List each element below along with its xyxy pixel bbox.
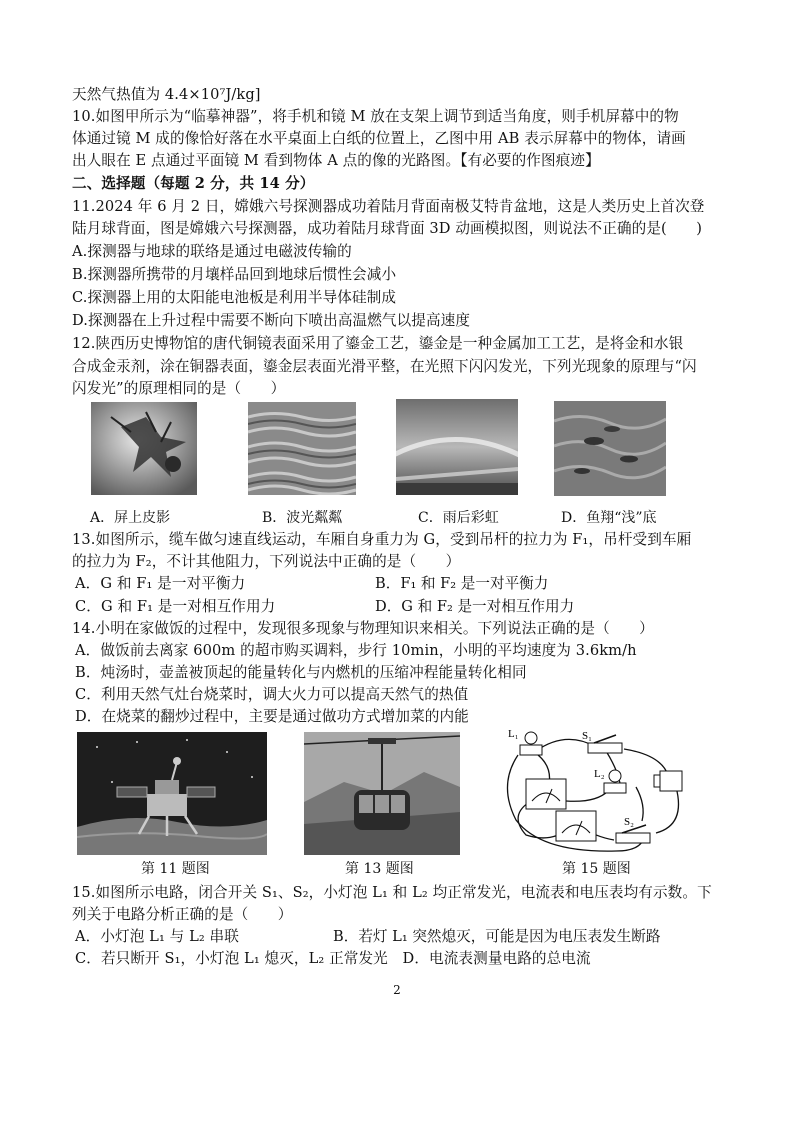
water-ripple-photo xyxy=(248,402,356,495)
figure-caption-11: 第 11 题图 xyxy=(141,861,210,877)
q11-line: 陆月球背面，图是嫦娥六号探测器，成功着陆月球背面 3D 动画模拟图，则说法不正确的是( ) xyxy=(72,220,703,237)
q13-line: 的拉力为 F₂，不计其他阻力，下列说法中正确的是（ ） xyxy=(72,553,461,570)
q11-option: C.探测器上用的太阳能电池板是利用半导体硅制成 xyxy=(72,289,397,306)
q12-option-b: B．波光粼粼 xyxy=(262,510,343,526)
q12-option-c: C．雨后彩虹 xyxy=(418,510,499,526)
q13-line: 13.如图所示，缆车做匀速直线运动，车厢自身重力为 G，受到吊杆的拉力为 F₁，吊杆受到车厢 xyxy=(72,531,692,548)
q12-line: 合成金汞剂，涂在铜器表面，鎏金层表面光滑平整，在光照下闪闪发光，下列光现象的原理与“闪 xyxy=(72,358,697,375)
figure-caption-13: 第 13 题图 xyxy=(345,861,414,877)
q14-option-d: D．在烧菜的翻炒过程中，主要是通过做功方式增加菜的内能 xyxy=(75,708,469,725)
page-number: 2 xyxy=(393,983,401,997)
q13-option-d: D．G 和 F₂ 是一对相互作用力 xyxy=(375,598,575,615)
q10-line: 出人眼在 E 点通过平面镜 M 看到物体 A 点的像的光路图。【有必要的作图痕迹】 xyxy=(72,152,600,169)
label-s1: S₁ xyxy=(582,730,592,742)
q15-option-cd: C．若只断开 S₁，小灯泡 L₁ 熄灭，L₂ 正常发光 D．电流表测量电路的总电流 xyxy=(75,950,591,967)
q11-option: D.探测器在上升过程中需要不断向下喷出高温燃气以提高速度 xyxy=(72,312,471,329)
q11-option: B.探测器所携带的月壤样品回到地球后惯性会减小 xyxy=(72,266,397,283)
q14-option-a: A．做饭前去离家 600m 的超市购买调料，步行 10min，小明的平均速度为 3.6km/h xyxy=(75,642,637,659)
q12-line: 12.陕西历史博物馆的唐代铜镜表面采用了鎏金工艺，鎏金是一种金属加工工艺，是将金和水银 xyxy=(72,335,684,352)
q10-line: 体通过镜 M 成的像恰好落在水平桌面上白纸的位置上，乙图中用 AB 表示屏幕中的物体，请画 xyxy=(72,130,686,147)
section-heading: 二、选择题（每题 2 分，共 14 分） xyxy=(72,175,315,192)
lunar-lander-figure xyxy=(77,732,267,855)
label-s2: S₂ xyxy=(624,816,634,828)
fish-shallow-photo xyxy=(554,401,666,496)
label-l2: L₂ xyxy=(594,768,605,780)
text-line: 天然气热值为 4.4×10⁷J/kg] xyxy=(72,86,261,103)
cable-car-figure xyxy=(304,732,460,855)
q12-option-a: A．屏上皮影 xyxy=(90,510,171,526)
q11-option: A.探测器与地球的联络是通过电磁波传输的 xyxy=(72,243,352,260)
q14-option-c: C．利用天然气灶台烧菜时，调大火力可以提高天然气的热值 xyxy=(75,686,469,703)
shadow-puppet-photo xyxy=(91,402,197,495)
q11-line: 11.2024 年 6 月 2 日，嫦娥六号探测器成功着陆月背面南极艾特肯盆地，这是人类历史上首次登 xyxy=(72,198,705,215)
rainbow-photo xyxy=(396,399,518,495)
figure-caption-15: 第 15 题图 xyxy=(562,861,631,877)
q12-line: 闪发光”的原理相同的是（ ） xyxy=(72,380,286,397)
q13-option-a: A．G 和 F₁ 是一对平衡力 xyxy=(75,575,246,592)
q13-option-c: C．G 和 F₁ 是一对相互作用力 xyxy=(75,598,276,615)
q14-line: 14.小明在家做饭的过程中，发现很多现象与物理知识来相关。下列说法正确的是（ ） xyxy=(72,620,654,637)
q15-option-b: B．若灯 L₁ 突然熄灭，可能是因为电压表发生断路 xyxy=(333,928,661,945)
q12-option-d: D．鱼翔“浅”底 xyxy=(561,510,657,526)
q13-option-b: B．F₁ 和 F₂ 是一对平衡力 xyxy=(375,575,549,592)
label-l1: L₁ xyxy=(508,728,519,740)
circuit-figure xyxy=(496,725,706,860)
q15-line: 15.如图所示电路，闭合开关 S₁、S₂，小灯泡 L₁ 和 L₂ 均正常发光，电流表和电压表均有示数。下 xyxy=(72,884,712,901)
q15-line: 列关于电路分析正确的是（ ） xyxy=(72,906,293,923)
q14-option-b: B．炖汤时，壶盖被顶起的能量转化与内燃机的压缩冲程能量转化相同 xyxy=(75,664,527,681)
q15-option-a: A．小灯泡 L₁ 与 L₂ 串联 xyxy=(75,928,239,945)
q10-line: 10.如图甲所示为“临摹神器”，将手机和镜 M 放在支架上调节到适当角度，则手机屏幕中的物 xyxy=(72,108,679,125)
